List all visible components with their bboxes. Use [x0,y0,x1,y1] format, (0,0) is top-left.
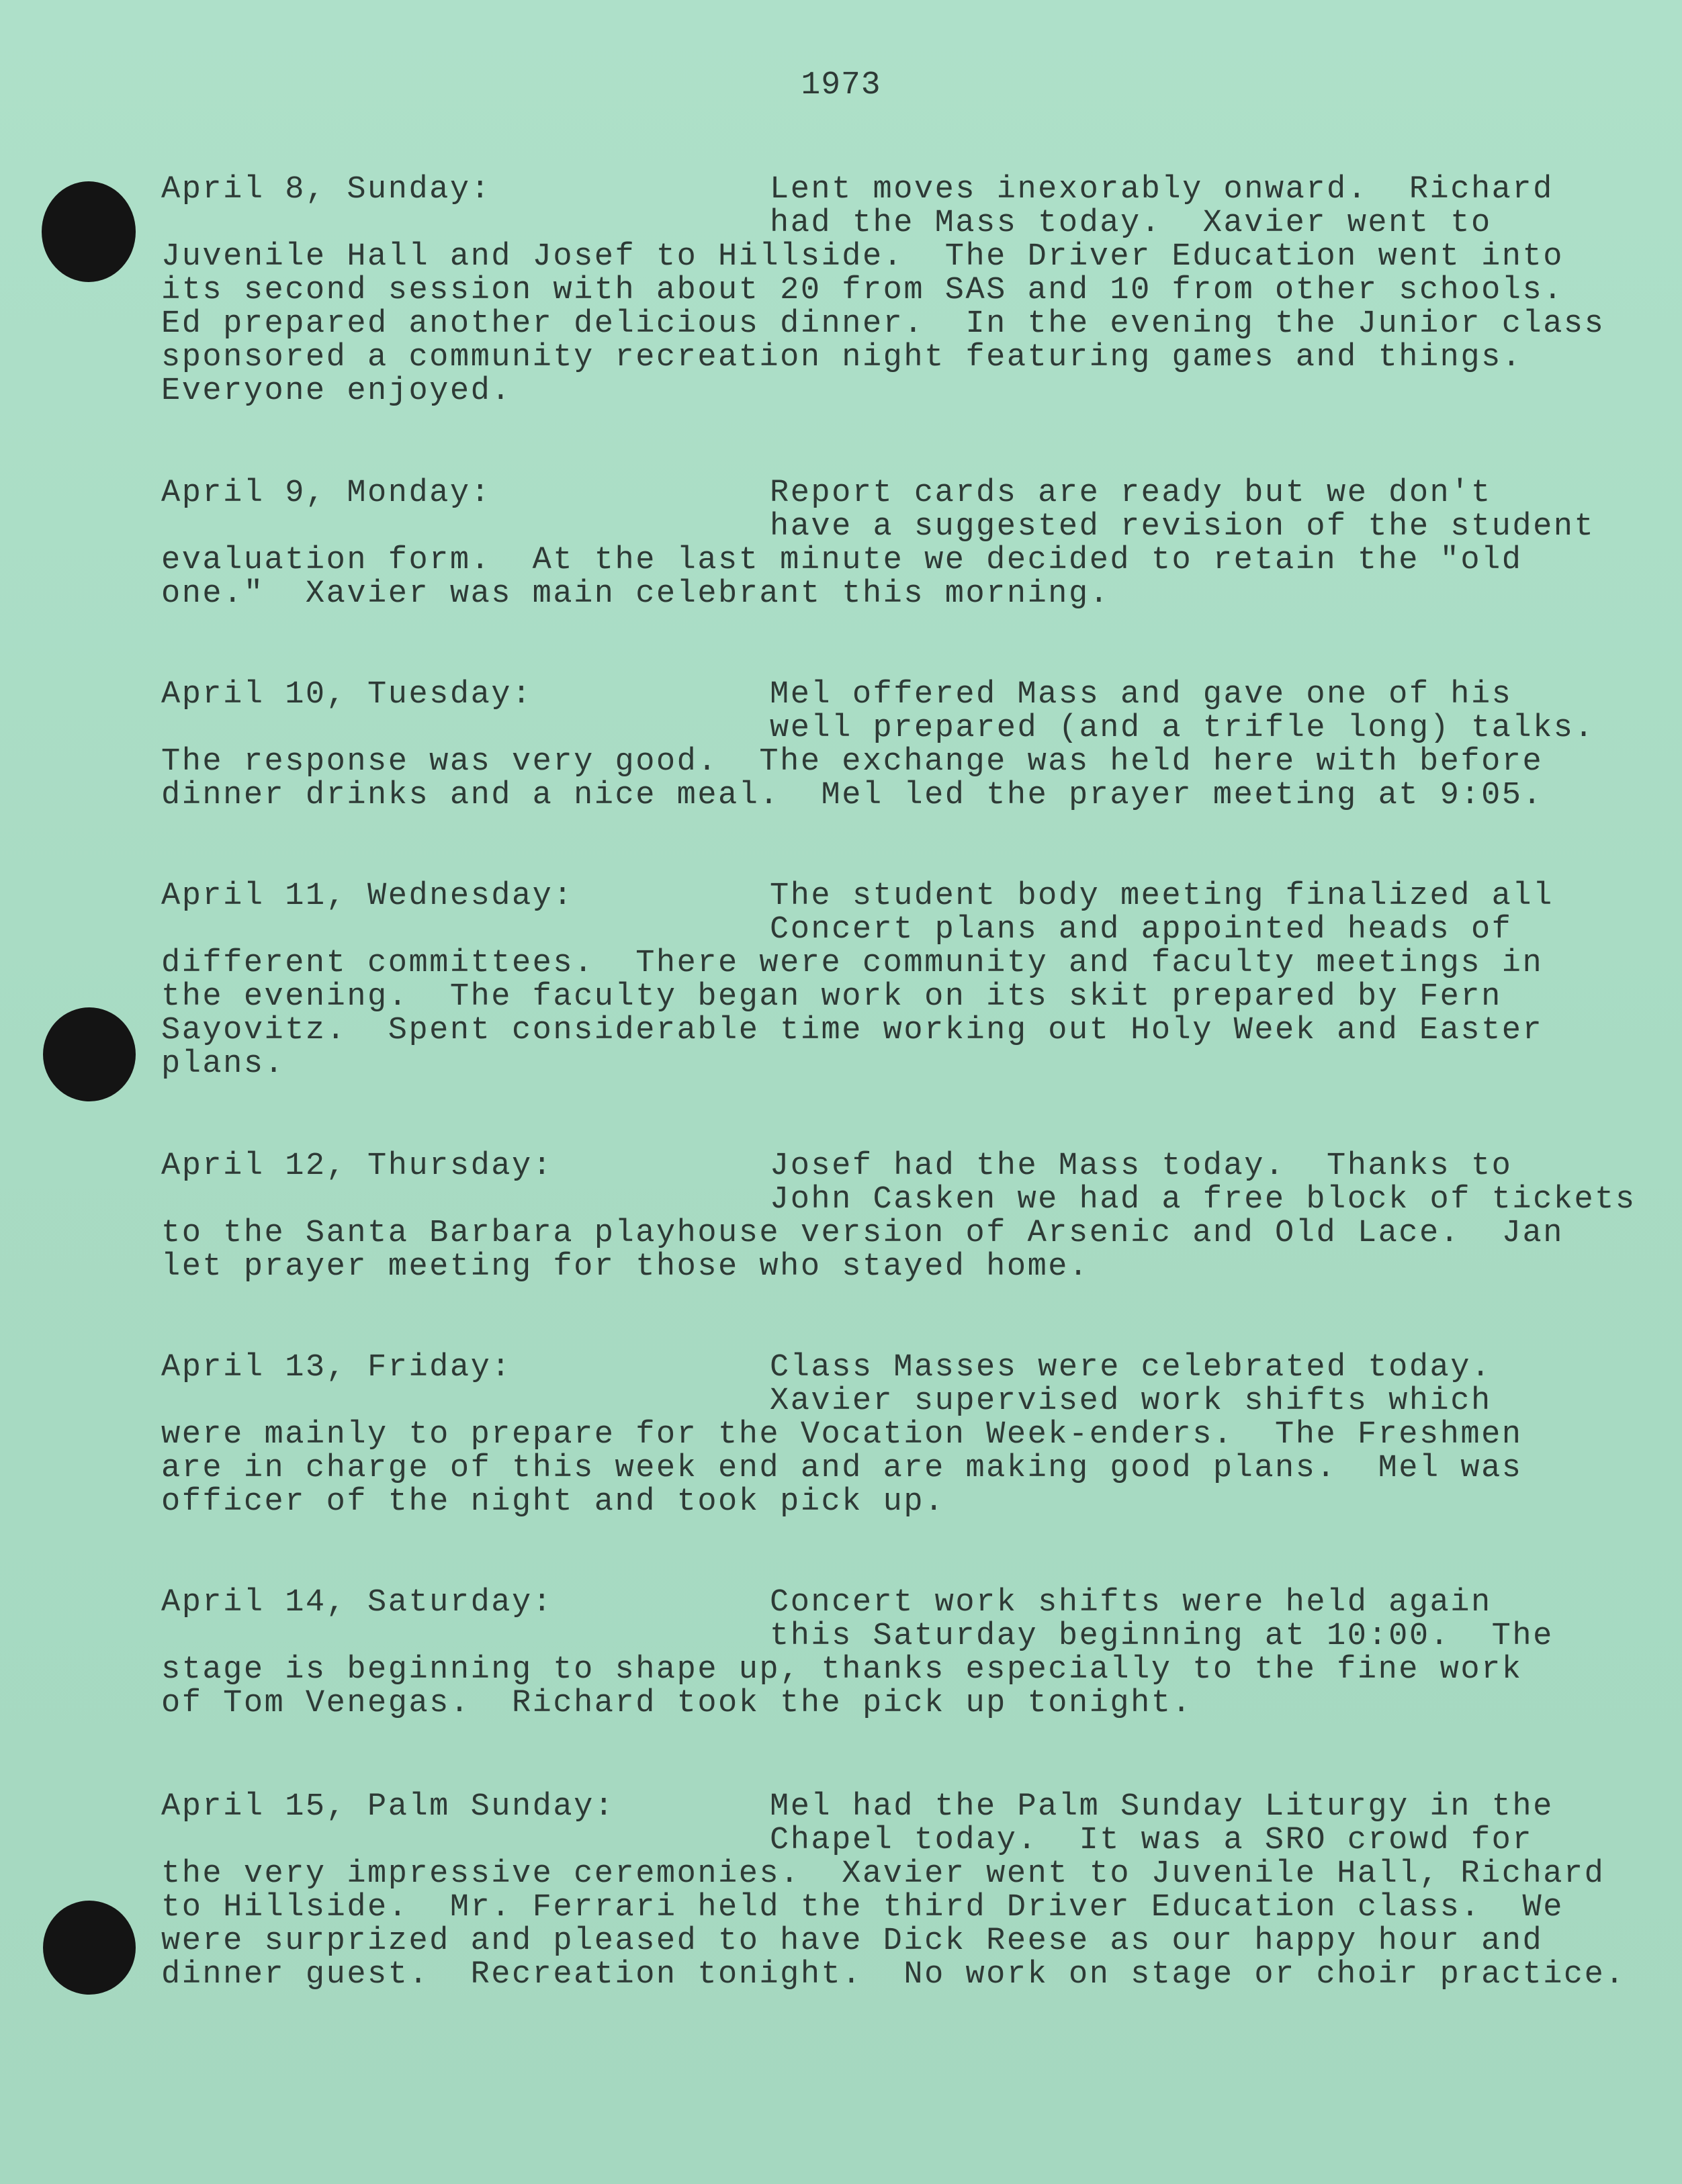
entry-text-line: Chapel today. It was a SRO crowd for [770,1823,1534,1858]
entry-text-line: dinner guest. Recreation tonight. No work on stage or choir practice. [161,1957,1626,1993]
entry-text-line: are in charge of this week end and are making good plans. Mel was [161,1451,1523,1486]
entry-text-line: Juvenile Hall and Josef to Hillside. The Driver Education went into [161,239,1564,275]
entry-text-line: Sayovitz. Spent considerable time working out Holy Week and Easter [161,1013,1544,1048]
entry-text-line: one." Xavier was main celebrant this morning. [161,576,1110,612]
entry-text-line: Josef had the Mass today. Thanks to [770,1148,1513,1184]
page-year-heading: 1973 [801,67,881,103]
entry-date: April 9, Monday: [161,475,492,511]
entry-text-line: evaluation form. At the last minute we decided to retain the "old [161,543,1523,578]
entry-text-line: The student body meeting finalized all [770,878,1554,914]
entry-text-line: to the Santa Barbara playhouse version of Arsenic and Old Lace. Jan [161,1216,1564,1251]
entry-date: April 15, Palm Sunday: [161,1789,615,1825]
entry-text-line: Mel had the Palm Sunday Liturgy in the [770,1789,1554,1825]
entry-text-line: were surprized and pleased to have Dick Reese as our happy hour and [161,1923,1544,1959]
entry-text-line: sponsored a community recreation night featuring games and things. [161,340,1523,375]
entry-text-line: well prepared (and a trifle long) talks. [770,711,1595,746]
entry-text-line: Ed prepared another delicious dinner. In the evening the Junior class [161,306,1605,342]
entry-text-line: the evening. The faculty began work on its skit prepared by Fern [161,979,1502,1015]
entry-text-line: had the Mass today. Xavier went to [770,206,1492,241]
entry-text-line: different committees. There were community and faculty meetings in [161,946,1544,981]
entry-text-line: officer of the night and took pick up. [161,1484,945,1520]
entry-text-line: have a suggested revision of the student [770,509,1595,545]
entry-text-line: Concert work shifts were held again [770,1585,1492,1621]
diary-entry [161,1790,1626,1992]
diary-entry [161,1351,1626,1519]
diary-entry [161,173,1626,408]
entry-text-line: Lent moves inexorably onward. Richard [770,172,1554,208]
punch-hole-bottom [43,1901,136,1995]
punch-hole-middle [43,1007,136,1101]
entry-text-line: dinner drinks and a nice meal. Mel led the prayer meeting at 9:05. [161,778,1544,813]
entry-text-line: to Hillside. Mr. Ferrari held the third Driver Education class. We [161,1890,1564,1925]
entry-text-line: the very impressive ceremonies. Xavier went to Juvenile Hall, Richard [161,1856,1605,1892]
entry-text-line: stage is beginning to shape up, thanks especially to the fine work [161,1652,1523,1688]
entry-text-line: Concert plans and appointed heads of [770,912,1513,948]
entry-text-line: Mel offered Mass and gave one of his [770,677,1513,713]
entry-text-line: John Casken we had a free block of tickets [770,1182,1636,1218]
diary-entry [161,477,1626,611]
entry-date: April 10, Tuesday: [161,677,533,713]
entry-date: April 8, Sunday: [161,172,492,208]
entry-text-line: of Tom Venegas. Richard took the pick up tonight. [161,1686,1193,1721]
entry-text-line: Xavier supervised work shifts which [770,1383,1492,1419]
entry-date: April 12, Thursday: [161,1148,554,1184]
entry-text-line: Everyone enjoyed. [161,373,512,409]
diary-entry [161,1586,1626,1721]
entry-text-line: let prayer meeting for those who stayed home. [161,1249,1090,1285]
entry-text-line: Report cards are ready but we don't [770,475,1492,511]
entry-text-line: plans. [161,1046,285,1082]
entry-text-line: Class Masses were celebrated today. [770,1350,1492,1385]
entry-text-line: were mainly to prepare for the Vocation Week-enders. The Freshmen [161,1417,1523,1453]
entry-date: April 14, Saturday: [161,1585,554,1621]
entry-text-line: its second session with about 20 from SAS and 10 from other schools. [161,273,1564,308]
diary-entry [161,880,1626,1081]
diary-entry [161,678,1626,813]
entry-text-line: The response was very good. The exchange was held here with before [161,744,1544,780]
punch-hole-top [42,181,136,282]
entry-date: April 11, Wednesday: [161,878,574,914]
entry-text-line: this Saturday beginning at 10:00. The [770,1619,1554,1654]
diary-entry [161,1148,1636,1285]
entry-date: April 13, Friday: [161,1350,512,1385]
